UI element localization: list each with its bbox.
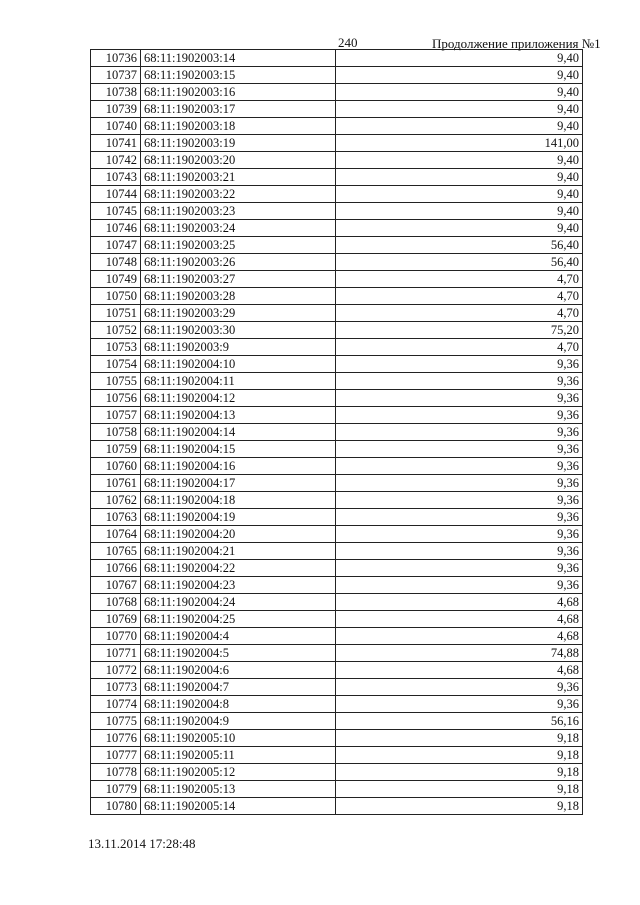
cadastral-number: 68:11:1902005:10 [141,730,336,747]
table-row [91,441,583,458]
table-row [91,696,583,713]
row-number: 10758 [91,424,141,441]
table-row [91,492,583,509]
cadastral-number: 68:11:1902003:24 [141,220,336,237]
table-row [91,220,583,237]
table-row [91,186,583,203]
area-value: 141,00 [336,135,583,152]
table-row [91,118,583,135]
row-number: 10761 [91,475,141,492]
row-number: 10774 [91,696,141,713]
table-row [91,764,583,781]
area-value: 9,40 [336,118,583,135]
table-row [91,458,583,475]
row-number: 10768 [91,594,141,611]
area-value: 9,36 [336,696,583,713]
table-row [91,560,583,577]
table-row [91,475,583,492]
cadastral-number: 68:11:1902003:25 [141,237,336,254]
cadastral-number: 68:11:1902004:15 [141,441,336,458]
page-number: 240 [338,35,358,50]
row-number: 10756 [91,390,141,407]
table-row [91,611,583,628]
row-number: 10766 [91,560,141,577]
area-value: 4,68 [336,662,583,679]
row-number: 10738 [91,84,141,101]
area-value: 9,40 [336,84,583,101]
cadastral-number: 68:11:1902003:20 [141,152,336,169]
area-value: 9,36 [336,390,583,407]
table-row [91,67,583,84]
table-row [91,798,583,815]
table-row [91,237,583,254]
cadastral-number: 68:11:1902004:13 [141,407,336,424]
table-row [91,662,583,679]
area-value: 4,68 [336,628,583,645]
area-value: 4,68 [336,594,583,611]
table-row [91,645,583,662]
area-value: 9,40 [336,50,583,67]
table-row [91,730,583,747]
cadastral-number: 68:11:1902005:12 [141,764,336,781]
cadastral-number: 68:11:1902003:28 [141,288,336,305]
cadastral-number: 68:11:1902003:27 [141,271,336,288]
row-number: 10776 [91,730,141,747]
area-value: 9,36 [336,543,583,560]
cadastral-number: 68:11:1902003:23 [141,203,336,220]
cadastral-number: 68:11:1902003:26 [141,254,336,271]
table-row [91,101,583,118]
cadastral-number: 68:11:1902003:16 [141,84,336,101]
area-value: 9,36 [336,577,583,594]
cadastral-number: 68:11:1902004:25 [141,611,336,628]
table-row [91,577,583,594]
area-value: 9,40 [336,152,583,169]
area-value: 9,36 [336,458,583,475]
table-row [91,254,583,271]
area-value: 56,40 [336,237,583,254]
row-number: 10779 [91,781,141,798]
cadastral-number: 68:11:1902005:11 [141,747,336,764]
row-number: 10736 [91,50,141,67]
cadastral-number: 68:11:1902004:18 [141,492,336,509]
cadastral-number: 68:11:1902004:14 [141,424,336,441]
cadastral-number: 68:11:1902003:30 [141,322,336,339]
area-value: 9,36 [336,679,583,696]
table-row [91,407,583,424]
row-number: 10745 [91,203,141,220]
cadastral-number: 68:11:1902004:12 [141,390,336,407]
table-row [91,288,583,305]
table-row [91,305,583,322]
cadastral-number: 68:11:1902004:17 [141,475,336,492]
area-value: 9,18 [336,747,583,764]
table-row [91,713,583,730]
row-number: 10775 [91,713,141,730]
cadastral-number: 68:11:1902003:21 [141,169,336,186]
area-value: 9,36 [336,526,583,543]
row-number: 10737 [91,67,141,84]
area-value: 56,16 [336,713,583,730]
row-number: 10747 [91,237,141,254]
cadastral-number: 68:11:1902003:17 [141,101,336,118]
cadastral-number: 68:11:1902003:22 [141,186,336,203]
table-row [91,390,583,407]
cadastral-number: 68:11:1902003:19 [141,135,336,152]
row-number: 10778 [91,764,141,781]
cadastral-number: 68:11:1902004:21 [141,543,336,560]
row-number: 10769 [91,611,141,628]
table-row [91,628,583,645]
area-value: 4,70 [336,339,583,356]
area-value: 56,40 [336,254,583,271]
table-row [91,781,583,798]
area-value: 9,36 [336,475,583,492]
area-value: 74,88 [336,645,583,662]
area-value: 9,36 [336,424,583,441]
table-body [91,50,583,815]
area-value: 9,36 [336,492,583,509]
area-value: 9,36 [336,356,583,373]
area-value: 9,36 [336,441,583,458]
cadastral-number: 68:11:1902005:13 [141,781,336,798]
cadastral-number: 68:11:1902005:14 [141,798,336,815]
cadastral-number: 68:11:1902004:16 [141,458,336,475]
area-value: 4,70 [336,271,583,288]
cadastral-number: 68:11:1902004:5 [141,645,336,662]
cadastral-number: 68:11:1902003:14 [141,50,336,67]
area-value: 9,36 [336,560,583,577]
row-number: 10748 [91,254,141,271]
row-number: 10764 [91,526,141,543]
cadastral-number: 68:11:1902003:29 [141,305,336,322]
area-value: 9,18 [336,764,583,781]
area-value: 9,40 [336,220,583,237]
row-number: 10763 [91,509,141,526]
row-number: 10749 [91,271,141,288]
area-value: 4,70 [336,305,583,322]
table-row [91,152,583,169]
table-row [91,169,583,186]
table-row [91,135,583,152]
area-value: 9,40 [336,203,583,220]
area-value: 9,36 [336,407,583,424]
area-value: 4,68 [336,611,583,628]
area-value: 9,40 [336,101,583,118]
table-row [91,424,583,441]
area-value: 9,40 [336,169,583,186]
table-row [91,356,583,373]
area-value: 9,40 [336,186,583,203]
row-number: 10767 [91,577,141,594]
cadastral-number: 68:11:1902003:9 [141,339,336,356]
table-row [91,203,583,220]
row-number: 10744 [91,186,141,203]
area-value: 9,18 [336,798,583,815]
row-number: 10760 [91,458,141,475]
row-number: 10750 [91,288,141,305]
row-number: 10754 [91,356,141,373]
row-number: 10773 [91,679,141,696]
area-value: 9,40 [336,67,583,84]
cadastral-number: 68:11:1902004:6 [141,662,336,679]
area-value: 75,20 [336,322,583,339]
table-row [91,526,583,543]
cadastral-number: 68:11:1902004:20 [141,526,336,543]
row-number: 10753 [91,339,141,356]
row-number: 10757 [91,407,141,424]
row-number: 10743 [91,169,141,186]
table-row [91,373,583,390]
area-value: 9,36 [336,373,583,390]
table-row [91,594,583,611]
area-value: 9,18 [336,730,583,747]
row-number: 10780 [91,798,141,815]
row-number: 10752 [91,322,141,339]
row-number: 10746 [91,220,141,237]
row-number: 10759 [91,441,141,458]
row-number: 10771 [91,645,141,662]
table-row [91,509,583,526]
appendix-continuation-title: Продолжение приложения №1 [432,36,601,51]
row-number: 10765 [91,543,141,560]
row-number: 10755 [91,373,141,390]
area-value: 9,36 [336,509,583,526]
table-row [91,322,583,339]
area-value: 9,18 [336,781,583,798]
table-row [91,50,583,67]
table-row [91,747,583,764]
cadastral-number: 68:11:1902004:22 [141,560,336,577]
cadastral-number: 68:11:1902004:7 [141,679,336,696]
cadastral-number: 68:11:1902003:18 [141,118,336,135]
table-row [91,679,583,696]
cadastral-number: 68:11:1902004:4 [141,628,336,645]
row-number: 10772 [91,662,141,679]
cadastral-number: 68:11:1902003:15 [141,67,336,84]
table-row [91,339,583,356]
table-row [91,543,583,560]
cadastral-number: 68:11:1902004:19 [141,509,336,526]
area-value: 4,70 [336,288,583,305]
cadastral-table [90,49,583,815]
row-number: 10739 [91,101,141,118]
table-row [91,271,583,288]
print-timestamp: 13.11.2014 17:28:48 [88,836,196,851]
cadastral-number: 68:11:1902004:11 [141,373,336,390]
row-number: 10751 [91,305,141,322]
row-number: 10742 [91,152,141,169]
row-number: 10777 [91,747,141,764]
table-row [91,84,583,101]
row-number: 10762 [91,492,141,509]
row-number: 10741 [91,135,141,152]
cadastral-number: 68:11:1902004:8 [141,696,336,713]
cadastral-number: 68:11:1902004:9 [141,713,336,730]
row-number: 10740 [91,118,141,135]
cadastral-number: 68:11:1902004:23 [141,577,336,594]
row-number: 10770 [91,628,141,645]
cadastral-number: 68:11:1902004:10 [141,356,336,373]
cadastral-number: 68:11:1902004:24 [141,594,336,611]
